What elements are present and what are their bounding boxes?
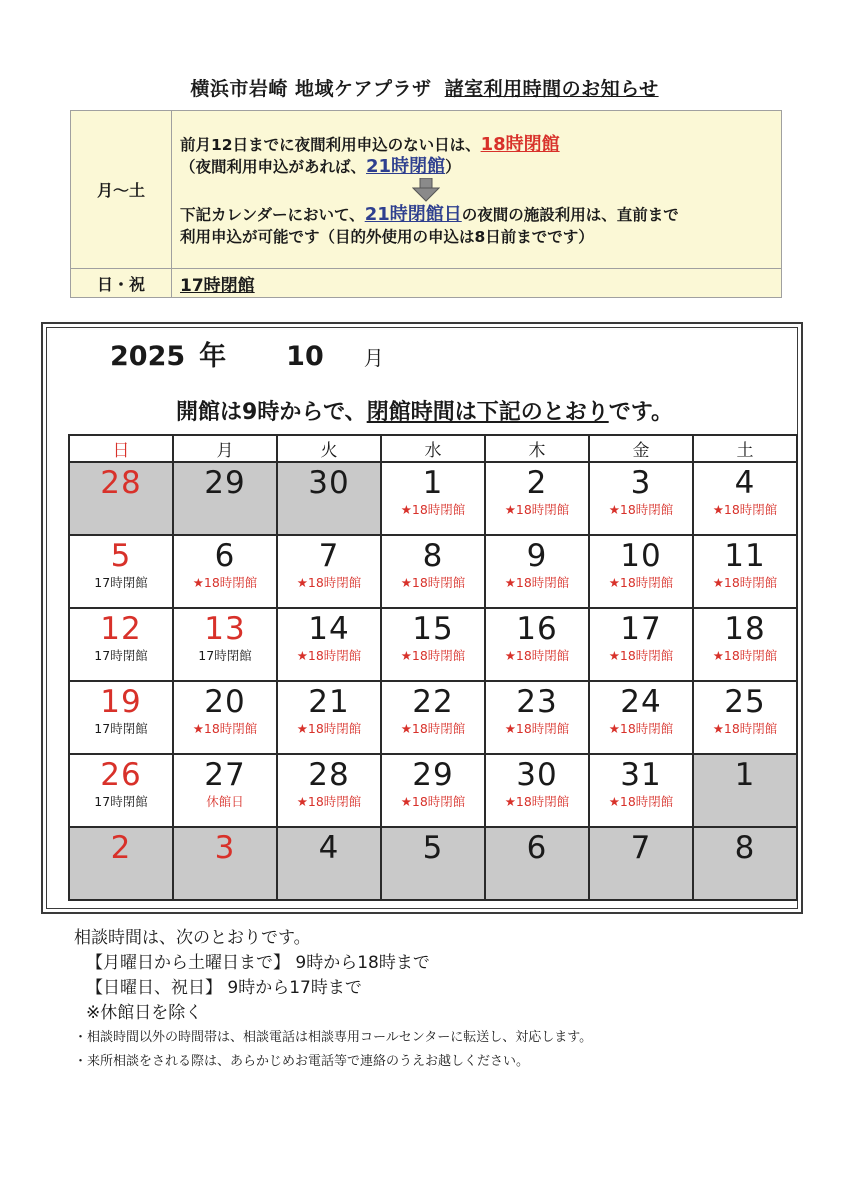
day-cell [173, 535, 277, 608]
notice-line-4: 利用申込が可能です（目的外使用の申込は8日前までです） [180, 227, 594, 246]
day-cell [277, 535, 381, 608]
subtitle-part-a: 開館は9時からで、 [176, 400, 367, 425]
calendar-year-month [110, 334, 384, 373]
day-cell [173, 754, 277, 827]
day-cell [485, 754, 589, 827]
notice-label-holidays: 日・祝 [71, 269, 172, 298]
consult-line-2: 【月曜日から土曜日まで】 9時から18時まで [86, 953, 430, 973]
calendar-month: 10 [286, 341, 324, 372]
page-title [0, 74, 849, 101]
day-number: 15 [412, 611, 454, 647]
day-cell [381, 462, 485, 535]
day-number: 8 [422, 538, 444, 574]
day-note: ★18時閉館 [192, 721, 258, 736]
day-cell [69, 535, 173, 608]
day-note: ★18時閉館 [296, 721, 362, 736]
day-number: 2 [526, 465, 548, 501]
week-row [69, 681, 797, 754]
day-cell [69, 827, 173, 900]
day-number: 1 [734, 757, 756, 793]
week-row [69, 462, 797, 535]
calendar-year-unit: 年 [199, 341, 227, 372]
day-cell [173, 827, 277, 900]
calendar-subtitle [0, 395, 849, 426]
day-number: 10 [620, 538, 662, 574]
day-note: ★18時閉館 [608, 794, 674, 809]
day-number: 7 [318, 538, 340, 574]
day-number: 17 [620, 611, 662, 647]
weekday-header-row [69, 435, 797, 462]
day-note: ★18時閉館 [608, 502, 674, 517]
day-cell [69, 754, 173, 827]
day-note: ★18時閉館 [712, 648, 778, 663]
day-note: ★18時閉館 [608, 575, 674, 590]
day-number: 2 [110, 830, 132, 866]
day-note: 17時閉館 [94, 575, 148, 590]
day-cell [693, 462, 797, 535]
day-note: ★18時閉館 [296, 575, 362, 590]
day-note: ★18時閉館 [296, 648, 362, 663]
day-cell [589, 535, 693, 608]
day-number: 9 [526, 538, 548, 574]
day-number: 27 [204, 757, 246, 793]
day-note: ★18時閉館 [400, 648, 466, 663]
notice-line-2-text: （夜間利用申込があれば、 [180, 157, 367, 176]
week-row [69, 608, 797, 681]
close-18-label: 18時閉館 [480, 133, 560, 155]
day-cell [589, 754, 693, 827]
day-number: 26 [100, 757, 142, 793]
notice-holidays-content [172, 269, 782, 298]
week-row [69, 535, 797, 608]
subtitle-part-b: 閉館時間は下記のとおり [366, 400, 609, 425]
week-row [69, 754, 797, 827]
day-number: 14 [308, 611, 350, 647]
day-cell [485, 827, 589, 900]
day-cell [173, 608, 277, 681]
weekday-wed: 水 [381, 435, 485, 462]
day-number: 23 [516, 684, 558, 720]
calendar-grid [68, 434, 798, 901]
day-cell [693, 535, 797, 608]
calendar-month-unit: 月 [363, 346, 384, 370]
day-number: 12 [100, 611, 142, 647]
day-cell [381, 681, 485, 754]
day-number: 30 [308, 465, 350, 501]
day-note: ★18時閉館 [712, 575, 778, 590]
week-row [69, 827, 797, 900]
day-number: 19 [100, 684, 142, 720]
day-note: ★18時閉館 [296, 794, 362, 809]
day-note: 17時閉館 [94, 794, 148, 809]
notice-table [70, 110, 782, 298]
day-note-closed: 休館日 [206, 794, 244, 809]
day-cell [277, 608, 381, 681]
day-cell [69, 681, 173, 754]
consult-note-2: ・来所相談をされる際は、あらかじめお電話等で連絡のうえお越しください。 [74, 1054, 530, 1069]
day-note: 17時閉館 [94, 648, 148, 663]
day-number: 4 [318, 830, 340, 866]
weekday-fri: 金 [589, 435, 693, 462]
weekday-tue: 火 [277, 435, 381, 462]
day-note: ★18時閉館 [608, 648, 674, 663]
calendar-year: 2025 [110, 341, 186, 372]
day-cell [693, 754, 797, 827]
day-number: 28 [100, 465, 142, 501]
day-cell [589, 827, 693, 900]
day-number: 11 [724, 538, 766, 574]
day-number: 6 [214, 538, 236, 574]
day-cell [693, 681, 797, 754]
consult-line-4: ※休館日を除く [86, 1003, 203, 1023]
notice-line-3-end: の夜間の施設利用は、直前まで [461, 205, 679, 224]
day-cell [277, 462, 381, 535]
day-cell [693, 608, 797, 681]
day-cell [69, 608, 173, 681]
notice-line-3 [180, 204, 773, 226]
day-number: 5 [110, 538, 132, 574]
day-note: ★18時閉館 [504, 648, 570, 663]
day-note: ★18時閉館 [712, 502, 778, 517]
day-number: 21 [308, 684, 350, 720]
consult-note-1: ・相談時間以外の時間帯は、相談電話は相談専用コールセンターに転送し、対応します。 [74, 1030, 593, 1045]
down-arrow-icon [180, 178, 773, 204]
subtitle-part-c: です。 [608, 400, 673, 425]
day-note: ★18時閉館 [608, 721, 674, 736]
day-number: 1 [422, 465, 444, 501]
day-number: 22 [412, 684, 454, 720]
consult-line-1: 相談時間は、次のとおりです。 [74, 928, 311, 948]
day-cell [173, 681, 277, 754]
day-cell [69, 462, 173, 535]
day-number: 18 [724, 611, 766, 647]
close-21-label: 21時閉館 [366, 155, 446, 177]
day-number: 8 [734, 830, 756, 866]
day-number: 7 [630, 830, 652, 866]
consult-line-3: 【日曜日、祝日】 9時から17時まで [86, 978, 362, 998]
day-note: 17時閉館 [198, 648, 252, 663]
title-notice: 諸室利用時間のお知らせ [444, 78, 659, 100]
day-note: ★18時閉館 [400, 794, 466, 809]
day-note: ★18時閉館 [504, 721, 570, 736]
day-cell [485, 462, 589, 535]
day-note: ★18時閉館 [400, 502, 466, 517]
day-cell [173, 462, 277, 535]
notice-line-1-text: 前月12日までに夜間利用申込のない日は、 [180, 135, 481, 154]
day-number: 25 [724, 684, 766, 720]
day-cell [589, 462, 693, 535]
notice-line-2-end: ） [445, 157, 461, 176]
day-cell [485, 535, 589, 608]
day-number: 31 [620, 757, 662, 793]
notice-line-3-text: 下記カレンダーにおいて、 [180, 205, 365, 224]
day-number: 16 [516, 611, 558, 647]
day-number: 20 [204, 684, 246, 720]
day-number: 28 [308, 757, 350, 793]
weekday-sat: 土 [693, 435, 797, 462]
day-cell [381, 754, 485, 827]
day-cell [277, 827, 381, 900]
day-number: 29 [204, 465, 246, 501]
day-note: ★18時閉館 [400, 575, 466, 590]
notice-line-1 [180, 134, 773, 156]
day-note: 17時閉館 [94, 721, 148, 736]
weekday-mon: 月 [173, 435, 277, 462]
day-number: 5 [422, 830, 444, 866]
day-number: 30 [516, 757, 558, 793]
day-number: 3 [630, 465, 652, 501]
day-cell [485, 608, 589, 681]
day-cell [589, 608, 693, 681]
day-cell [485, 681, 589, 754]
day-number: 29 [412, 757, 454, 793]
day-cell [693, 827, 797, 900]
weekday-thu: 木 [485, 435, 589, 462]
title-facility: 横浜市岩崎 地域ケアプラザ [190, 78, 432, 100]
day-note: ★18時閉館 [192, 575, 258, 590]
day-number: 24 [620, 684, 662, 720]
day-number: 13 [204, 611, 246, 647]
notice-line-2 [180, 156, 773, 178]
day-cell [381, 827, 485, 900]
notice-weekdays-content [172, 111, 782, 269]
day-note: ★18時閉館 [504, 502, 570, 517]
day-note: ★18時閉館 [504, 575, 570, 590]
consultation-info [74, 926, 592, 1074]
day-note: ★18時閉館 [400, 721, 466, 736]
day-number: 4 [734, 465, 756, 501]
day-number: 3 [214, 830, 236, 866]
close-17-label: 17時閉館 [180, 275, 255, 296]
day-cell [277, 754, 381, 827]
close-21-day-label: 21時閉館日 [364, 203, 462, 225]
day-cell [277, 681, 381, 754]
day-number: 6 [526, 830, 548, 866]
day-cell [381, 608, 485, 681]
day-note: ★18時閉館 [712, 721, 778, 736]
weekday-sun: 日 [69, 435, 173, 462]
day-cell [589, 681, 693, 754]
day-note: ★18時閉館 [504, 794, 570, 809]
day-cell [381, 535, 485, 608]
notice-label-weekdays: 月～土 [71, 111, 172, 269]
